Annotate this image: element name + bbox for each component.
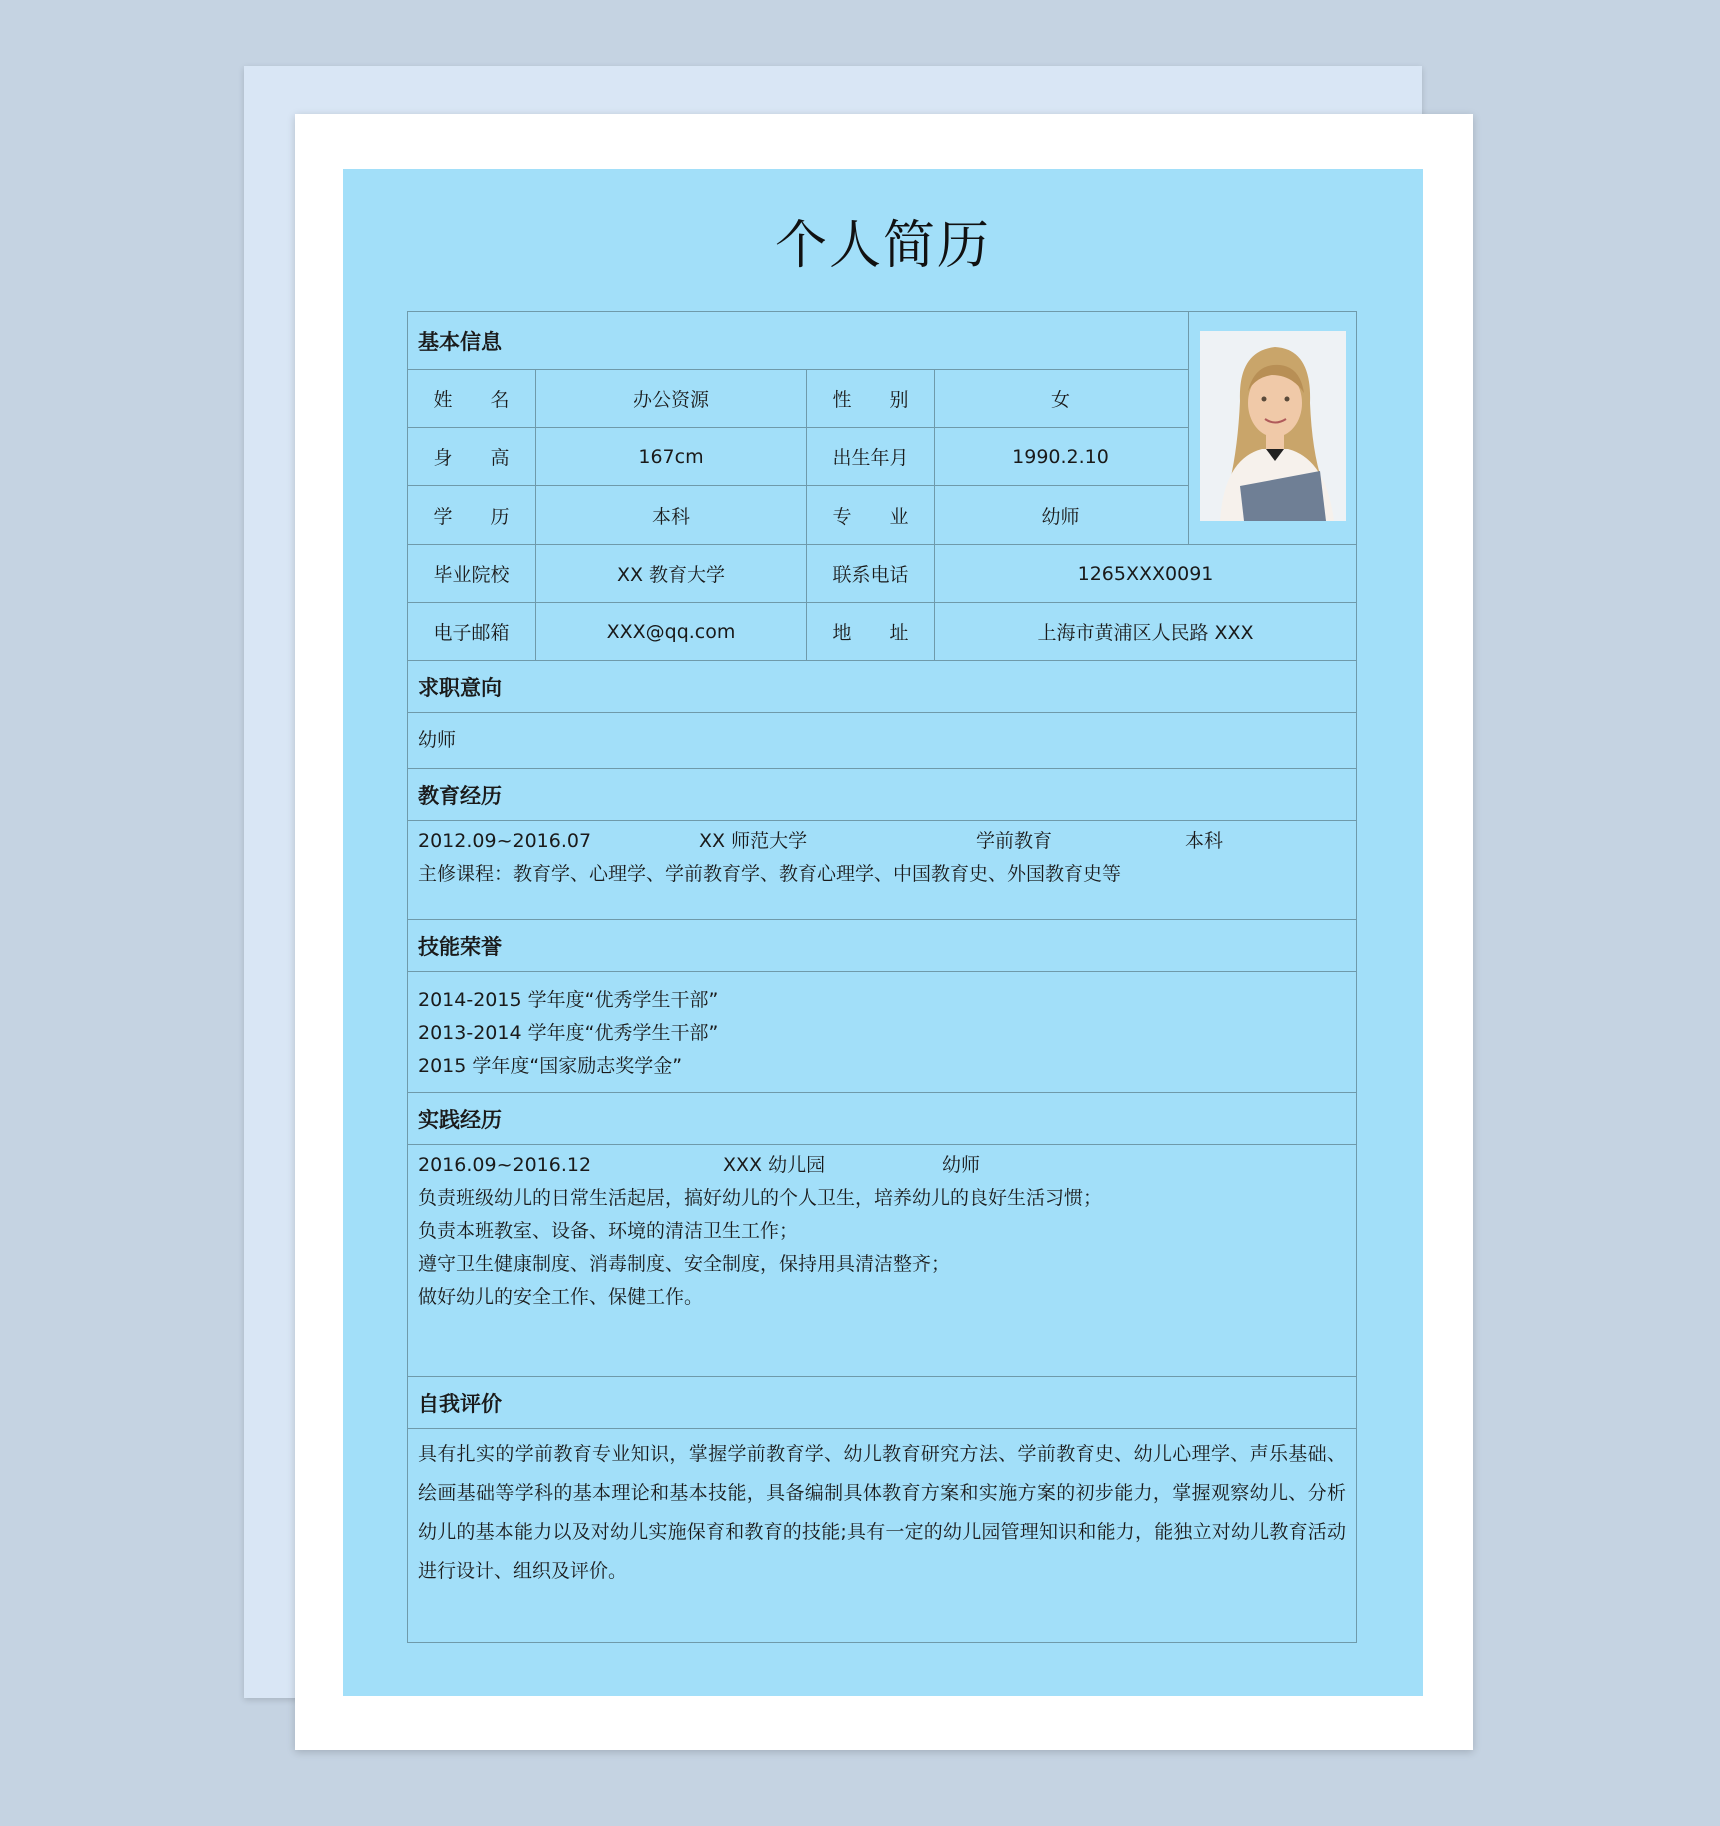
field-value: 女	[1050, 389, 1070, 411]
education-major: 学前教育	[976, 830, 1053, 852]
education-content	[408, 821, 1356, 920]
list-item: 2015 学年度“国家励志奖学金”	[418, 1055, 683, 1077]
self-evaluation: 具有扎实的学前教育专业知识，掌握学前教育学、幼儿教育研究方法、学前教育史、幼儿心理学、声乐基础、绘画基础等学科的基本理论和基本技能，具备编制具体教育方案和实施方案的初步能力，掌握观察幼儿、分析幼儿的基本能力以及对幼儿实施保育和教育的技能;具有一定的幼儿园管理知识和能力，能独立对幼儿教育活动进行设计、组织及评价。	[418, 1443, 1346, 1582]
table-row	[408, 428, 1188, 486]
field-value: XXX@qq.com	[536, 603, 807, 660]
resume-sheet	[295, 114, 1473, 1750]
field-value: 1990.2.10	[1012, 445, 1109, 468]
practice-content	[408, 1145, 1356, 1377]
education-school: XX 师范大学	[699, 830, 808, 852]
field-label: 学 历	[408, 486, 536, 544]
section-heading: 求职意向	[408, 661, 1356, 713]
intent-value: 幼师	[408, 713, 1356, 769]
practice-period: 2016.09~2016.12	[418, 1154, 592, 1176]
field-value: 办公资源	[536, 370, 807, 427]
field-label: 联系电话	[807, 545, 935, 602]
list-item: 遵守卫生健康制度、消毒制度、安全制度，保持用具清洁整齐；	[418, 1253, 951, 1275]
table-row	[408, 545, 1356, 603]
field-label: 专 业	[807, 486, 935, 544]
practice-org: XXX 幼儿园	[723, 1154, 826, 1176]
honors-list	[408, 972, 1356, 1093]
field-label: 地 址	[807, 603, 935, 660]
section-heading: 自我评价	[408, 1377, 1356, 1429]
field-value: 167cm	[536, 428, 807, 485]
field-value: 本科	[536, 486, 807, 544]
section-heading: 技能荣誉	[408, 920, 1356, 972]
resume-table	[407, 311, 1357, 1643]
field-label: 出生年月	[807, 428, 935, 485]
field-label: 姓 名	[408, 370, 536, 427]
field-value: 幼师	[1041, 505, 1080, 528]
list-item: 2013-2014 学年度“优秀学生干部”	[418, 1022, 719, 1044]
field-value: 1265XXX0091	[1077, 562, 1214, 585]
table-row	[408, 603, 1356, 661]
field-value: 上海市黄浦区人民路 XXX	[1037, 622, 1254, 644]
field-label: 电子邮箱	[408, 603, 536, 660]
field-label: 身 高	[408, 428, 536, 485]
profile-photo	[1200, 331, 1346, 521]
basic-info-section	[408, 312, 1356, 545]
field-label: 毕业院校	[408, 545, 536, 602]
section-heading: 教育经历	[408, 769, 1356, 821]
field-label: 性 别	[807, 370, 935, 427]
education-courses: 主修课程：教育学、心理学、学前教育学、教育心理学、中国教育史、外国教育史等	[418, 863, 1122, 885]
education-degree: 本科	[1185, 830, 1224, 852]
resume-paper	[343, 169, 1423, 1696]
list-item: 2014-2015 学年度“优秀学生干部”	[418, 989, 719, 1011]
table-row	[408, 486, 1188, 544]
table-row	[408, 370, 1188, 428]
section-heading: 实践经历	[408, 1093, 1356, 1145]
list-item: 负责本班教室、设备、环境的清洁卫生工作；	[418, 1220, 799, 1242]
section-heading: 基本信息	[408, 312, 1188, 370]
practice-role: 幼师	[942, 1154, 981, 1176]
page-title: 个人简历	[774, 216, 991, 276]
list-item: 负责班级幼儿的日常生活起居，搞好幼儿的个人卫生，培养幼儿的良好生活习惯；	[418, 1187, 1103, 1209]
education-period: 2012.09~2016.07	[418, 830, 592, 852]
list-item: 做好幼儿的安全工作、保健工作。	[418, 1286, 704, 1308]
field-value: XX 教育大学	[536, 545, 807, 602]
